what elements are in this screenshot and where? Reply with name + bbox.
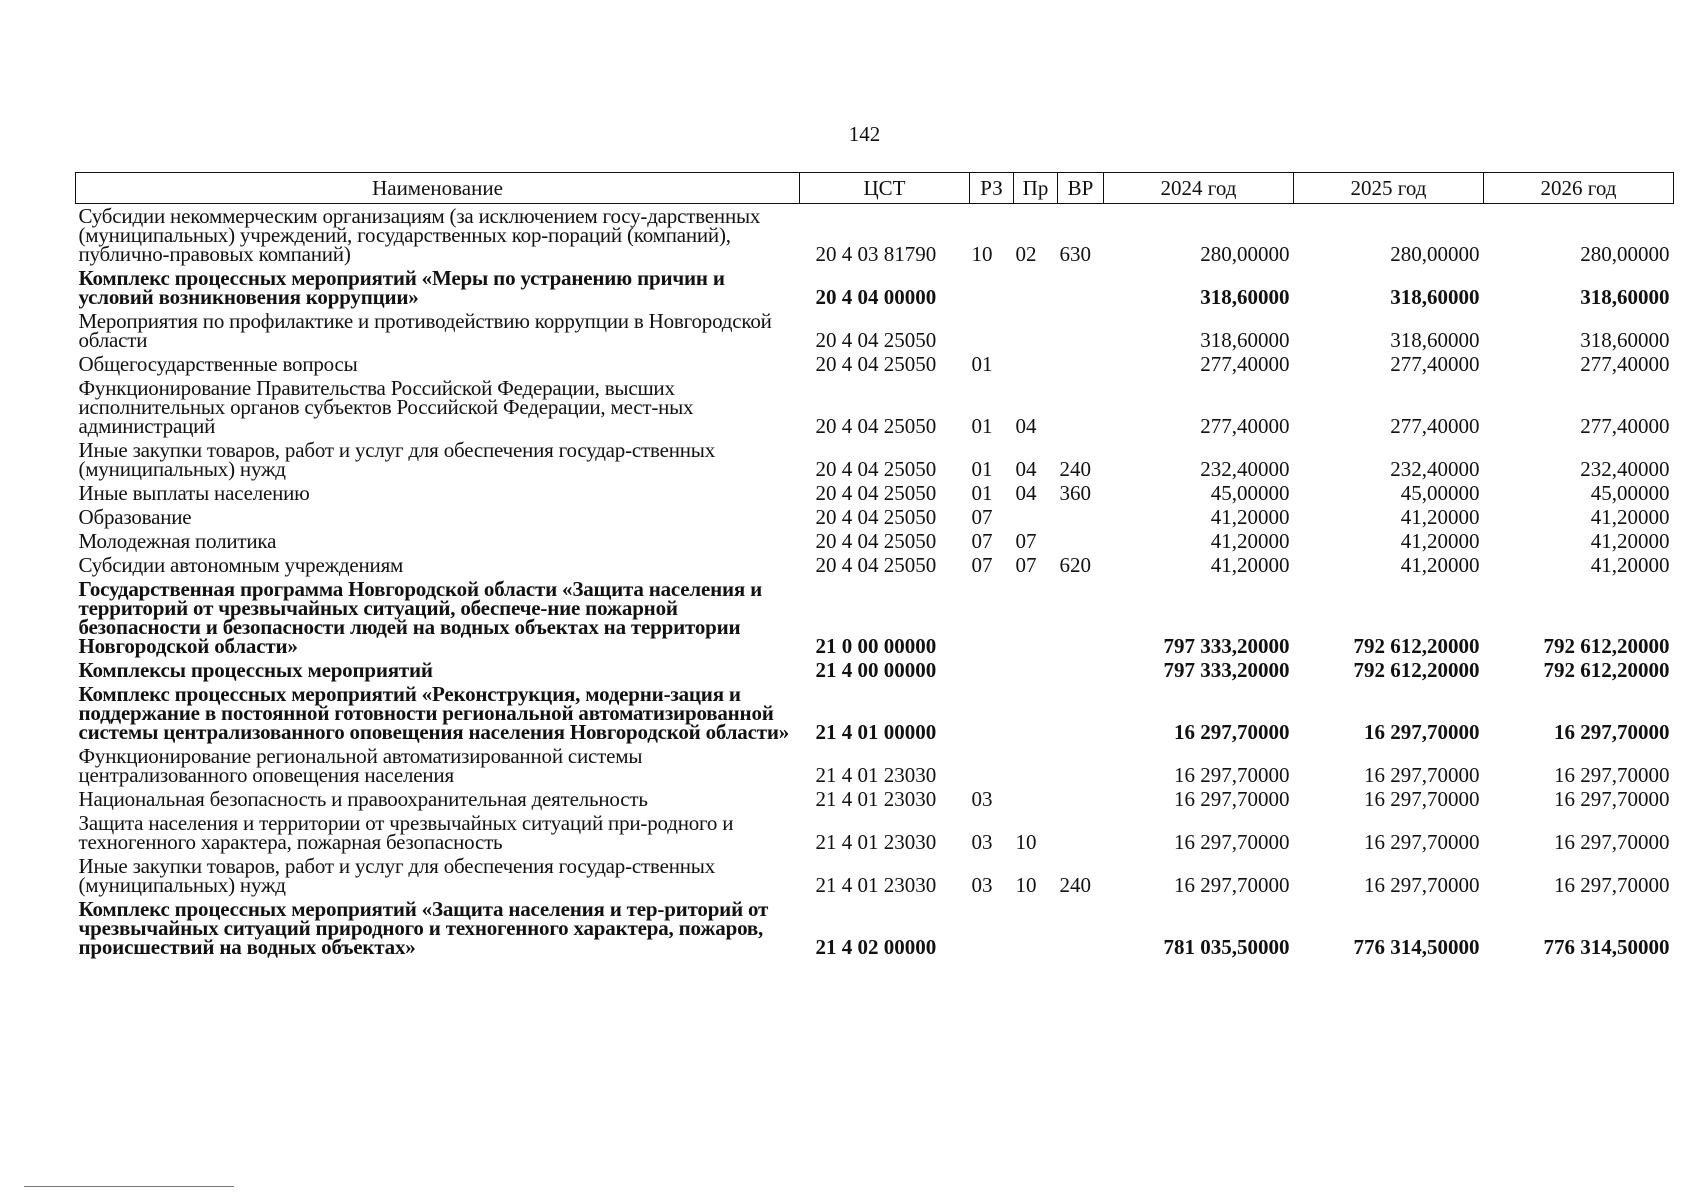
row-name: Молодежная политика	[78, 529, 277, 553]
row-value-2025: 318,60000	[1390, 285, 1480, 309]
row-pr: 07	[1015, 553, 1037, 577]
row-rz: 07	[971, 505, 993, 529]
row-value-2024: 16 297,70000	[1174, 720, 1290, 744]
row-rz	[970, 309, 1014, 352]
row-value-2025: 16 297,70000	[1364, 787, 1480, 811]
table-header	[76, 173, 1674, 204]
row-vr	[1058, 787, 1104, 811]
row-value-2024: 41,20000	[1210, 553, 1290, 577]
row-name: Мероприятия по профилактике и противодействию коррупции в Новгородской области	[78, 309, 772, 352]
table-row	[76, 266, 1674, 309]
table-row	[76, 481, 1674, 505]
row-cst: 21 0 00 00000	[815, 634, 937, 658]
row-vr	[1058, 897, 1104, 959]
row-rz	[970, 266, 1014, 309]
row-value-2025: 41,20000	[1400, 529, 1480, 553]
row-value-2026: 318,60000	[1580, 285, 1670, 309]
row-pr: 04	[1015, 481, 1037, 505]
row-value-2026: 45,00000	[1590, 481, 1670, 505]
row-rz	[970, 577, 1014, 658]
row-value-2026: 318,60000	[1580, 328, 1670, 352]
row-cst: 21 4 02 00000	[815, 935, 937, 959]
row-pr: 10	[1015, 873, 1037, 897]
row-vr	[1058, 811, 1104, 854]
row-rz: 01	[971, 481, 993, 505]
row-vr	[1058, 577, 1104, 658]
table-row	[76, 811, 1674, 854]
row-pr: 10	[1015, 830, 1037, 854]
table-row	[76, 854, 1674, 897]
row-value-2024: 16 297,70000	[1174, 787, 1290, 811]
row-value-2025: 45,00000	[1400, 481, 1480, 505]
row-rz: 07	[971, 529, 993, 553]
row-rz: 07	[971, 553, 993, 577]
row-name: Комплекс процессных мероприятий «Защита населения и тер-риторий от чрезвычайных ситуаций природного и техногенного характера, пожаров, происшествий на водных объектах»	[78, 897, 769, 959]
row-vr	[1058, 376, 1104, 438]
header-rz: РЗ	[970, 173, 1014, 204]
row-value-2026: 41,20000	[1590, 505, 1670, 529]
row-value-2025: 280,00000	[1390, 242, 1480, 266]
table-row	[76, 376, 1674, 438]
row-pr: 04	[1015, 414, 1037, 438]
row-name: Функционирование Правительства Российской Федерации, высших исполнительных органов субъектов Российской Федерации, мест-ных администраций	[78, 376, 694, 438]
row-pr	[1014, 744, 1058, 787]
row-vr	[1058, 744, 1104, 787]
row-pr	[1014, 505, 1058, 529]
row-rz: 03	[971, 787, 993, 811]
row-name: Комплекс процессных мероприятий «Меры по устранению причин и условий возникновения коррупции»	[78, 266, 725, 309]
row-name: Защита населения и территории от чрезвычайных ситуаций при-родного и техногенного характера, пожарная безопасность	[78, 811, 734, 854]
row-pr: 07	[1015, 529, 1037, 553]
row-value-2024: 45,00000	[1210, 481, 1290, 505]
header-vr: ВР	[1058, 173, 1104, 204]
row-name: Комплексы процессных мероприятий	[78, 658, 433, 682]
row-pr	[1014, 309, 1058, 352]
row-vr: 240	[1059, 457, 1091, 481]
row-cst: 20 4 04 25050	[815, 553, 937, 577]
row-rz: 03	[971, 873, 993, 897]
row-value-2025: 277,40000	[1390, 352, 1480, 376]
row-cst: 20 4 04 25050	[815, 529, 937, 553]
footer-divider	[24, 1186, 234, 1187]
row-value-2024: 16 297,70000	[1174, 763, 1290, 787]
row-value-2025: 277,40000	[1390, 414, 1480, 438]
row-name: Функционирование региональной автоматизированной системы централизованного оповещения населения	[78, 744, 643, 787]
row-pr	[1014, 787, 1058, 811]
row-value-2025: 41,20000	[1400, 505, 1480, 529]
table-row	[76, 577, 1674, 658]
row-value-2026: 16 297,70000	[1554, 830, 1670, 854]
header-2025: 2025 год	[1294, 173, 1484, 204]
row-value-2026: 41,20000	[1590, 553, 1670, 577]
row-value-2026: 792 612,20000	[1543, 634, 1670, 658]
row-value-2026: 232,40000	[1580, 457, 1670, 481]
row-cst: 21 4 01 00000	[815, 720, 937, 744]
table-row	[76, 309, 1674, 352]
row-name: Иные закупки товаров, работ и услуг для обеспечения государ-ственных (муниципальных) нужд	[78, 438, 715, 481]
row-value-2024: 41,20000	[1210, 529, 1290, 553]
row-value-2024: 797 333,20000	[1163, 634, 1290, 658]
row-value-2024: 797 333,20000	[1163, 658, 1290, 682]
row-rz	[970, 682, 1014, 744]
row-rz: 01	[971, 414, 993, 438]
row-value-2025: 232,40000	[1390, 457, 1480, 481]
row-value-2026: 16 297,70000	[1554, 873, 1670, 897]
budget-table	[75, 172, 1674, 959]
row-cst: 20 4 04 25050	[815, 414, 937, 438]
row-name: Субсидии некоммерческим организациям (за исключением госу-дарственных (муниципальных) учреждений, государственных кор-пораций (компаний), публично-правовых компаний)	[78, 204, 761, 266]
row-value-2024: 16 297,70000	[1174, 873, 1290, 897]
row-cst: 20 4 04 25050	[815, 481, 937, 505]
row-rz: 10	[971, 242, 993, 266]
row-value-2024: 318,60000	[1200, 328, 1290, 352]
row-pr: 04	[1015, 457, 1037, 481]
row-value-2024: 232,40000	[1200, 457, 1290, 481]
row-cst: 21 4 01 23030	[815, 873, 937, 897]
row-pr	[1014, 577, 1058, 658]
header-2024: 2024 год	[1104, 173, 1294, 204]
row-cst: 21 4 01 23030	[815, 787, 937, 811]
row-cst: 21 4 01 23030	[815, 763, 937, 787]
row-pr: 02	[1015, 242, 1037, 266]
row-cst: 20 4 03 81790	[815, 242, 937, 266]
row-name: Государственная программа Новгородской области «Защита населения и территорий от чрезвычайных ситуаций, обеспече-ние пожарной безопасности и безопасности людей на водных объектах на территории Новгородской области»	[78, 577, 763, 658]
row-rz	[970, 658, 1014, 682]
row-vr	[1058, 352, 1104, 376]
row-name: Общегосударственные вопросы	[78, 352, 358, 376]
row-value-2025: 16 297,70000	[1364, 830, 1480, 854]
row-cst: 20 4 04 25050	[815, 505, 937, 529]
table-row	[76, 744, 1674, 787]
row-vr	[1058, 266, 1104, 309]
header-cst: ЦСТ	[800, 173, 970, 204]
row-value-2025: 16 297,70000	[1364, 763, 1480, 787]
row-pr	[1014, 682, 1058, 744]
row-value-2025: 16 297,70000	[1364, 873, 1480, 897]
row-vr: 360	[1059, 481, 1091, 505]
row-value-2026: 16 297,70000	[1554, 763, 1670, 787]
row-rz: 01	[971, 352, 993, 376]
row-value-2024: 781 035,50000	[1163, 935, 1290, 959]
row-rz: 01	[971, 457, 993, 481]
row-vr	[1058, 682, 1104, 744]
row-cst: 20 4 04 25050	[815, 352, 937, 376]
row-pr	[1014, 266, 1058, 309]
row-vr: 620	[1059, 553, 1091, 577]
row-cst: 20 4 04 00000	[815, 285, 937, 309]
row-vr	[1058, 505, 1104, 529]
row-value-2026: 776 314,50000	[1543, 935, 1670, 959]
table-row	[76, 787, 1674, 811]
table-row	[76, 438, 1674, 481]
row-value-2025: 41,20000	[1400, 553, 1480, 577]
row-name: Иные выплаты населению	[78, 481, 310, 505]
row-value-2025: 16 297,70000	[1364, 720, 1480, 744]
page-number: 142	[848, 122, 881, 146]
row-value-2025: 776 314,50000	[1353, 935, 1480, 959]
row-value-2026: 277,40000	[1580, 414, 1670, 438]
row-cst: 20 4 04 25050	[815, 457, 937, 481]
row-cst: 20 4 04 25050	[815, 328, 937, 352]
row-value-2025: 318,60000	[1390, 328, 1480, 352]
row-pr	[1014, 658, 1058, 682]
table-row	[76, 352, 1674, 376]
row-value-2026: 277,40000	[1580, 352, 1670, 376]
table-row	[76, 204, 1674, 267]
row-value-2026: 280,00000	[1580, 242, 1670, 266]
row-value-2024: 16 297,70000	[1174, 830, 1290, 854]
row-rz	[970, 744, 1014, 787]
row-value-2024: 277,40000	[1200, 352, 1290, 376]
row-name: Иные закупки товаров, работ и услуг для обеспечения государ-ственных (муниципальных) нужд	[78, 854, 715, 897]
row-value-2024: 318,60000	[1200, 285, 1290, 309]
row-vr	[1058, 529, 1104, 553]
table-row	[76, 658, 1674, 682]
row-cst: 21 4 01 23030	[815, 830, 937, 854]
table-row	[76, 897, 1674, 959]
table-body	[76, 204, 1674, 960]
row-value-2026: 792 612,20000	[1543, 658, 1670, 682]
row-value-2026: 16 297,70000	[1554, 720, 1670, 744]
header-pr: Пр	[1014, 173, 1058, 204]
row-rz	[970, 897, 1014, 959]
row-value-2026: 16 297,70000	[1554, 787, 1670, 811]
row-name: Национальная безопасность и правоохранительная деятельность	[78, 787, 648, 811]
table-row	[76, 682, 1674, 744]
table-row	[76, 553, 1674, 577]
row-value-2025: 792 612,20000	[1353, 658, 1480, 682]
row-vr	[1058, 309, 1104, 352]
row-value-2024: 41,20000	[1210, 505, 1290, 529]
table-row	[76, 529, 1674, 553]
row-value-2024: 280,00000	[1200, 242, 1290, 266]
row-vr: 630	[1059, 242, 1091, 266]
header-name: Наименование	[76, 173, 800, 204]
row-name: Образование	[78, 505, 192, 529]
row-pr	[1014, 352, 1058, 376]
row-value-2024: 277,40000	[1200, 414, 1290, 438]
table-row	[76, 505, 1674, 529]
row-pr	[1014, 897, 1058, 959]
row-vr: 240	[1059, 873, 1091, 897]
header-2026: 2026 год	[1484, 173, 1674, 204]
row-cst: 21 4 00 00000	[815, 658, 937, 682]
row-rz: 03	[971, 830, 993, 854]
row-name: Субсидии автономным учреждениям	[78, 553, 404, 577]
row-value-2026: 41,20000	[1590, 529, 1670, 553]
row-vr	[1058, 658, 1104, 682]
row-value-2025: 792 612,20000	[1353, 634, 1480, 658]
row-name: Комплекс процессных мероприятий «Реконструкция, модерни-зация и поддержание в постоянной готовности региональной автоматизированной системы централизованного оповещения населения Новгородской области»	[78, 682, 790, 744]
